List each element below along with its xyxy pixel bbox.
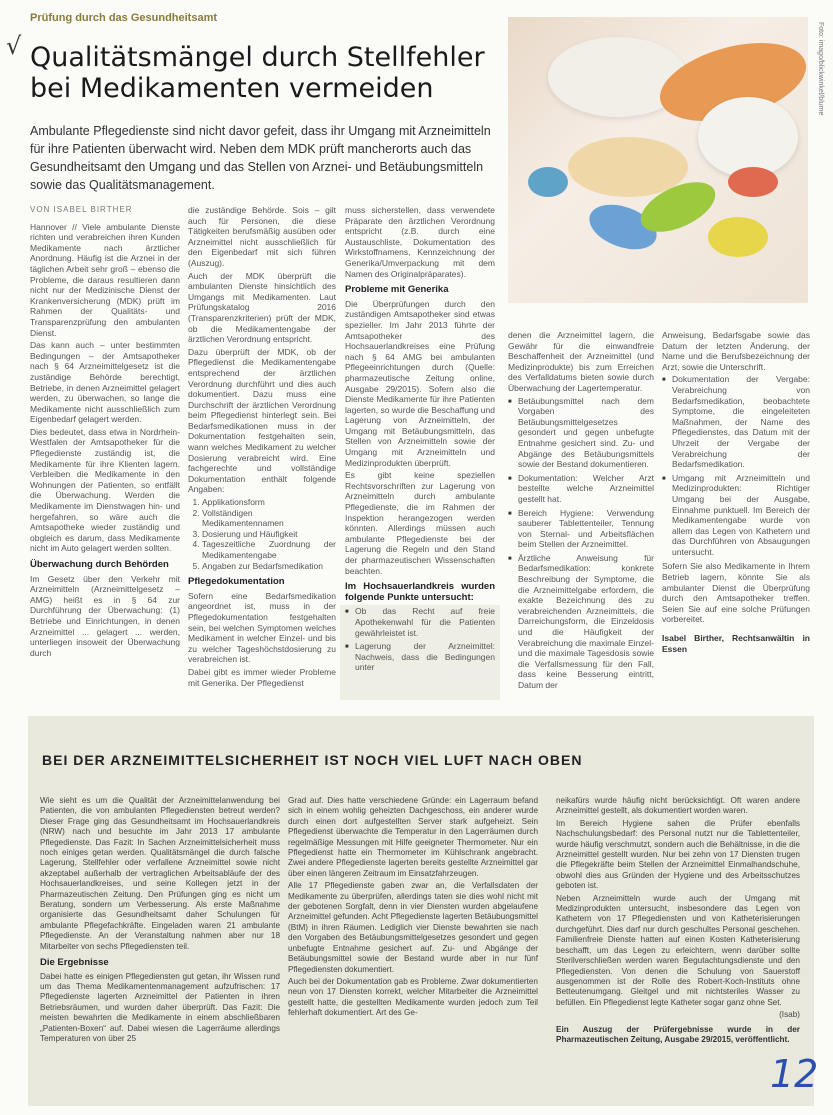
paragraph: Das kann auch – unter bestimmten Bedingungen – der Amtsapotheker nach § 64 Arzneimittelgesetz ist die zuständige Behörde berechtigt, Betriebe, in denen Arzneimittel gelagert werden, zu überwachen, so lange die Medikamente nicht ausschließlich zum Eigenbedarf gelagert werden. bbox=[30, 340, 180, 425]
paragraph: Es gibt keine speziellen Rechtsvorschriften zur Lagerung von Arzneimitteln durch ambulante Pflegedienste, die im Rahmen der Inspektion herangezogen werden könnten. Allerdings müssen auch ambulante Pflegedienste bei der Lagerung die Regeln und den Stand der pharmazeutischen Wissenschaften beachten. bbox=[345, 470, 495, 576]
kicker: Prüfung durch das Gesundheitsamt bbox=[30, 12, 218, 24]
paragraph: denen die Arzneimittel lagern, die Gewähr für die einwandfreie Beschaffenheit der Arzneimittel (und Medizinprodukte) bis zum Erreichen des Verfalldatums bieten sowie durch Überwachung der Lagertemperatur. bbox=[508, 330, 654, 393]
pill-image bbox=[528, 167, 568, 197]
list-item: ■ Umgang mit Arzneimitteln und Medizinprodukten: Richtiger Umgang bei der Ausgabe, Einnahme punktuell. Im Bereich der Medikamentengabe wurde von allem das Legen von Kathetern und das Durchführen von Absaugungen untersucht. bbox=[672, 473, 810, 558]
paragraph: muss sicherstellen, dass verwendete Präparate den ärztlichen Verordnung entspricht (z.B. durch eine Austauschliste, Dokumentation des Wirkstoffnamens, Kennzeichnung der Generika/Umverpackung mit dem Namen des Originalpräparates). bbox=[345, 205, 495, 279]
list-item: ■ Ärztliche Anweisung für Bedarfsmedikation: konkrete Beschreibung der Symptome, die die Arzneimittelgabe erfordern, die exakte Bezeichnung des zu verabreichenden Arzneimittels, die Darreichungsform, die Einzeldosis und die Häufigkeit der Verabreichung die maximale Einzel- und die maximale Tagesdosis sowie die Verfallsmessung für den Fall, dass keine Besserung eintritt, Datum der bbox=[518, 553, 654, 691]
author-note: Isabel Birther, Rechtsanwältin in Essen bbox=[662, 633, 810, 654]
paragraph: Im Bereich Hygiene sahen die Prüfer ebenfalls Nachschulungsbedarf: des Personal nutzt nur die Tablettenteiler, wurde häufig verschmutzt, sondern auch die Behältnisse, in die die Arzneimittel gestellt wurden. Nur bei zehn von 17 Diensten trugen die Pflegekräfte beim Stellen der Arzneimittel Einmalhandschuhe, obwohl dies aus Gründen der Hygiene und des Arbeitsschutzes geboten ist. bbox=[556, 818, 800, 891]
pill-image bbox=[728, 167, 778, 197]
paragraph: Die Überprüfungen durch den zuständigen Amtsapotheker sind etwas spezieller. Im Jahr 2013 führte der Amtsapotheker des Hochsauerlandkreises eine Prüfung nach § 64 AMG bei ambulanten Pflegeeinrichtungen durch (Quelle: pharmazeutische Zeitung online, Ausgabe 29/2015). Sofern also die Dienste Medikamente für ihre Patienten lagerten, so wurde die Beschaffung und Lagerung von Arzneimitteln, der Umgang mit Betäubungsmitteln, das Stellen von Arzneimitteln sowie der Umgang mit Arzneimitteln und Medizinprodukten überprüft. bbox=[345, 298, 495, 468]
article-column-5 bbox=[662, 330, 810, 654]
numbered-list bbox=[188, 497, 336, 571]
check-mark-icon: √ bbox=[6, 32, 22, 60]
list-item: 5. Angaben zur Bedarfsmedikation bbox=[202, 561, 336, 572]
list-item: ■ Betäubungsmittel nach dem Vorgaben des Betäubungsmittelgesetzes gesondert und gegen unbefugte Entnahme gesichert sind. Zu- und Abgänge des Betäubungsmittels sowie der Bestand dokumentieren. bbox=[518, 396, 654, 470]
article-column-3 bbox=[345, 205, 495, 677]
photo-credit: Foto: imago/blickwinkel/blume bbox=[817, 22, 824, 116]
headline: Qualitätsmängel durch Stellfehler bei Medikamenten vermeiden bbox=[30, 42, 485, 104]
subheading: Probleme mit Generika bbox=[345, 284, 449, 296]
bullet-list bbox=[345, 606, 495, 673]
bullet-list bbox=[662, 374, 810, 557]
subheading: Pflegedokumentation bbox=[188, 576, 285, 588]
subheading: Die Ergebnisse bbox=[40, 957, 109, 969]
info-box-column-2 bbox=[288, 796, 538, 1021]
paragraph: Alle 17 Pflegedienste gaben zwar an, die Verfallsdaten der Medikamente zu überprüfen, allerdings taten sie dies wohl nicht mit der gebotenen Sorgfalt, denn in vier Diensten wurden abgelaufene Arzneimittel gefunden. Acht Pflegedienste lagerten Betäubungsmittel (BtM) in ihren Räumen. Lediglich vier Dienste bewahrten sie nach den Vorgaben des Betäubungsmittelgesetzes gesondert und gegen unbefugte Entnahme gesichert auf. Zu- und Abgänge der Betäubungsmittel sowie der Bestand wurde aber in nur fünf Pflegediensten dokumentiert. bbox=[288, 881, 538, 974]
subheading: Überwachung durch Behörden bbox=[30, 559, 169, 570]
paragraph: Hannover // Viele ambulante Dienste richten und verabreichen ihren Kunden Medikamente nach ärztlicher Anordnung. Häufig ist die Arznei in der täglichen Arbeit sehr groß – ebenso die Probleme, die daraus resultieren dann nicht nur der Medizinische Dienst der Krankenversicherung (MDK) prüft im Rahmen der Qualitäts- und Transparenzprüfung den ambulanten Dienst. bbox=[30, 221, 180, 338]
list-item: ■ Dokumentation: Welcher Arzt bestellte welche Arzneimittel gestellt hat. bbox=[518, 473, 654, 505]
pill-image bbox=[698, 97, 798, 177]
paragraph: Neben Arzneimitteln wurde auch der Umgang mit Medizinprodukten untersucht, insbesondere das Legen von Kathetern von 17 Pflegediensten und von Katheterisierungen durchgeführt. Dies darf nur durch geschultes Personal geschehen. Familienfreie Dienste hatten auf einen Kosten Katheterisierung beschafft, um das Legen zu erleichtern, wenn darüber sollte Sterilverschließen werden waren Begutachtungsdienste und den Pflegediensten. Von denen die Schulung von Sauerstoff ausgenommen ist der Rolle des Robert-Koch-Instituts ohne Betteutenumgang. Gleitgel und mit nichtsteriles Wasser zu befüllen. Ein Pflegedienst legte Katheter sogar ganz ohne Set. bbox=[556, 893, 800, 1007]
list-item: ■ Bereich Hygiene: Verwendung sauberer Tablettenteiler, Tennung von Sternal- und Arbeitsflächen beim Stellen der Arzneimittel. bbox=[518, 508, 654, 550]
paragraph: Dabei hatte es einigen Pflegediensten gut getan, ihr Wissen rund um das Thema Medikamentenmanagement aufzufrischen: 17 Pflegedienste lagerten Arzneimittel der Patienten in ihren Betriebsräumen, und wurden daher überprüft. Das Fazit: Die meisten bewahrten die Medikamente in einem abschließbaren „Patienten-Boxen“ auf. Dabei wiesen die Lagerräume allerdings Temperaturen von über 25 bbox=[40, 971, 280, 1043]
info-box-column-3 bbox=[556, 796, 800, 1047]
paragraph: Im Gesetz über den Verkehr mit Arzneimitteln (Arzneimittelgesetz – AMG) heißt es in § 64 zur Durchführung der Überwachung: (1) Betriebe und Einrichtungen, in denen Arzneimittel ... gelagert ... werden, unterliegen insoweit der Überwachung durch bbox=[30, 573, 180, 658]
paragraph: Dazu überprüft der MDK, ob der Pflegedienst die Medikamentengabe entsprechend der ärztlichen Verordnung durchführt und dies auch dokumentiert. Dazu muss eine Durchschrift der ärztlichen Verordnung beim Pflegedienst hinterlegt sein. Bei Bedarfsmedikationen muss in der Dokumentation festgehalten sein, wann welches Medikament zu welcher Dosierung verabreicht wird. Eine fachgerechte und vollständige Dokumentation enthält folgende Angaben: bbox=[188, 346, 336, 495]
list-item: 4. Tageszeitliche Zuordnung der Medikamentengabe bbox=[202, 539, 336, 560]
list-item: 3. Dosierung und Häufigkeit bbox=[202, 529, 336, 540]
list-item: 2. Vollständigen Medikamentennamen bbox=[202, 508, 336, 529]
source-note: Ein Auszug der Prüfergebnisse wurde in der Pharmazeutischen Zeitung, Ausgabe 29/2015, veröffentlicht. bbox=[556, 1024, 800, 1044]
paragraph: Auch der MDK überprüft die ambulanten Dienste hinsichtlich des Umgangs mit Medikamenten. Laut Prüfungskatalog 2016 (Transparenzkriterien) prüft der MDK, ob die Medikamentengabe der ärztlichen Verordnung entspricht. bbox=[188, 270, 336, 345]
paragraph: Grad auf. Dies hatte verschiedene Gründe: ein Lagerraum befand sich in einem wohlig geheizten Dachgeschoss, ein anderer wurde durch einen dort aufgestellten Server stark aufgeheizt. Sein Pflegedienst überwachte die Temperatur in den Lagerräumen durch regelmäßige Messungen mit Hilfe geeigneter Thermometer. Nur ein Pflegedienst hatte ein Thermometer im Kühlschrank angebracht. Zwei andere Pflegedienste lagerten bereits gestellte Arzneimittel gar über einen längeren Zeitraum im Einsatzfahrzeugen. bbox=[288, 796, 538, 878]
lead-paragraph: Ambulante Pflegedienste sind nicht davor gefeit, dass ihr Umgang mit Arzneimitteln für ihre Patienten überwacht wird. Neben dem MDK prüft mancherorts auch das Gesundheitsamt den Umgang und das Stellen von Arznei- und Betäubungsmitteln sowie das Qualitätsmanagement. bbox=[30, 124, 491, 192]
paragraph: Anweisung, Bedarfsgabe sowie das Datum der letzten Änderung, der Name und die Berufsbezeichnung der Arzt, sowie die Unterschrift. bbox=[662, 330, 810, 372]
info-box-title: BEI DER ARZNEIMITTELSICHERHEIT IST NOCH VIEL LUFT NACH OBEN bbox=[42, 752, 583, 768]
article-column-2 bbox=[188, 205, 336, 690]
bullet-list bbox=[508, 396, 654, 691]
paragraph: neikafürs wurde häufig nicht berücksichtigt. Oft waren andere Arzneimittel gestellt, als dokumentiert worden waren. bbox=[556, 796, 800, 816]
page-number: 12 bbox=[770, 1052, 819, 1096]
pills-photo bbox=[508, 17, 808, 303]
paragraph: Auch bei der Dokumentation gab es Probleme. Zwar dokumentierten neun von 17 Diensten korrekt, welcher Mitarbeiter die Arzneimittel gestellt hatte, die gestellten Medikamente wurden jedoch zum Teil fehlerhaft dokumentiert. Art des Ge- bbox=[288, 976, 538, 1018]
paragraph: Wie sieht es um die Qualität der Arzneimittelanwendung bei Patienten, die von ambulanten Pflegediensten betreut werden? Dieser Frage ging das Gesundheitsamt im Hochsauerlandkreis (NRW) nach und besuchte im Jahr 2013 17 ambulante Pflegedienste. Das Fazit: In Sachen Arzneimittelsicherheit muss noch einiges getan werden. Qualitätsmängel die durch falsche Lagerung, Stellfehler oder verfallene Arzneimittel sowie nicht akzeptabel außerhalb der vertraglichen Arbeitsabläufe der des Hochsauerlandkreises, und seine Kollegen jetzt in der Pharmazeutischen Zeitung. Den Prüfungen ging es nicht um Beratung, sondern um Verbesserung. Als erste Maßnahme organisierte das Gesundheitsamt daher Schulungen für ambulante Pflegefachkräfte. Eingeladen waren 21 ambulante Pflegedienste. An der Veranstaltung nahmen aber nur 18 Mitarbeiter von sechs Pflegediensten teil. bbox=[40, 796, 280, 951]
info-box-column-1 bbox=[40, 796, 280, 1046]
paragraph: Dabei gibt es immer wieder Probleme mit Generika. Der Pflegedienst bbox=[188, 666, 336, 688]
list-item: ■ Lagerung der Arzneimittel: Nachweis, dass die Bedingungen unter bbox=[355, 641, 495, 673]
list-item: ■ Ob das Recht auf freie Apothekenwahl für die Patienten gewährleistet ist. bbox=[355, 606, 495, 638]
article-column-4 bbox=[508, 330, 654, 695]
list-item: ■ Dokumentation der Vergabe: Verabreichung von Bedarfsmedikation, beobachtete Symptome, die eingeleiteten Maßnahmen, der Name des Pflegedienstes, das Datum mit der Uhrzeit der Vergabe der Verabreichung der Bedarfsmedikation. bbox=[672, 374, 810, 469]
paragraph: (Isab) bbox=[779, 1010, 800, 1020]
paragraph: Dies bedeutet, dass etwa in Nordrhein-Westfalen der Amtsapotheker für die Pflegedienste zuständig ist, die Medikamente für ihre Klienten lagern. Verbleiben die Medikamente in den Wohnungen der Patienten, so entfällt die Überwachung. Werden die Medikamente im Dienstwagen hin- und hergefahren, so wäre auch die Amtsapotheke wieder zuständig und obgleich es darum, dass Medikamente nicht im Auto gelagert werden sollten. bbox=[30, 426, 180, 554]
paragraph: Sofern Sie also Medikamente in Ihrem Betrieb lagern, könnte Sie als ambulanter Dienst die Überprüfung durch den Amtsapotheker treffen. Seien Sie auf eine solche Prüfungen vorbereitet. bbox=[662, 561, 810, 625]
byline: VON ISABEL BIRTHER bbox=[30, 205, 133, 214]
paragraph: die zuständige Behörde. Sois – gilt auch für Personen, die diese Tätigkeiten berufsmäßig ausüben oder Arzneimittel nicht ausschließlich für den Eigenbedarf mit sich führen (Auszug). bbox=[188, 205, 336, 268]
pill-image bbox=[708, 217, 768, 257]
list-item: 1. Applikationsform bbox=[202, 497, 336, 508]
box-subheading: Im Hochsauerlandkreis wurden folgende Punkte untersucht: bbox=[345, 581, 495, 603]
paragraph: Sofern eine Bedarfsmedikation angeordnet ist, muss in der Pflegedokumentation festgehalten sein, bei welchen Symptomen welches Medikament in welcher Einzel- und bis zu welcher Tageshöchstdosierung zu verabreichen ist. bbox=[188, 590, 336, 665]
article-column-1 bbox=[30, 205, 180, 660]
